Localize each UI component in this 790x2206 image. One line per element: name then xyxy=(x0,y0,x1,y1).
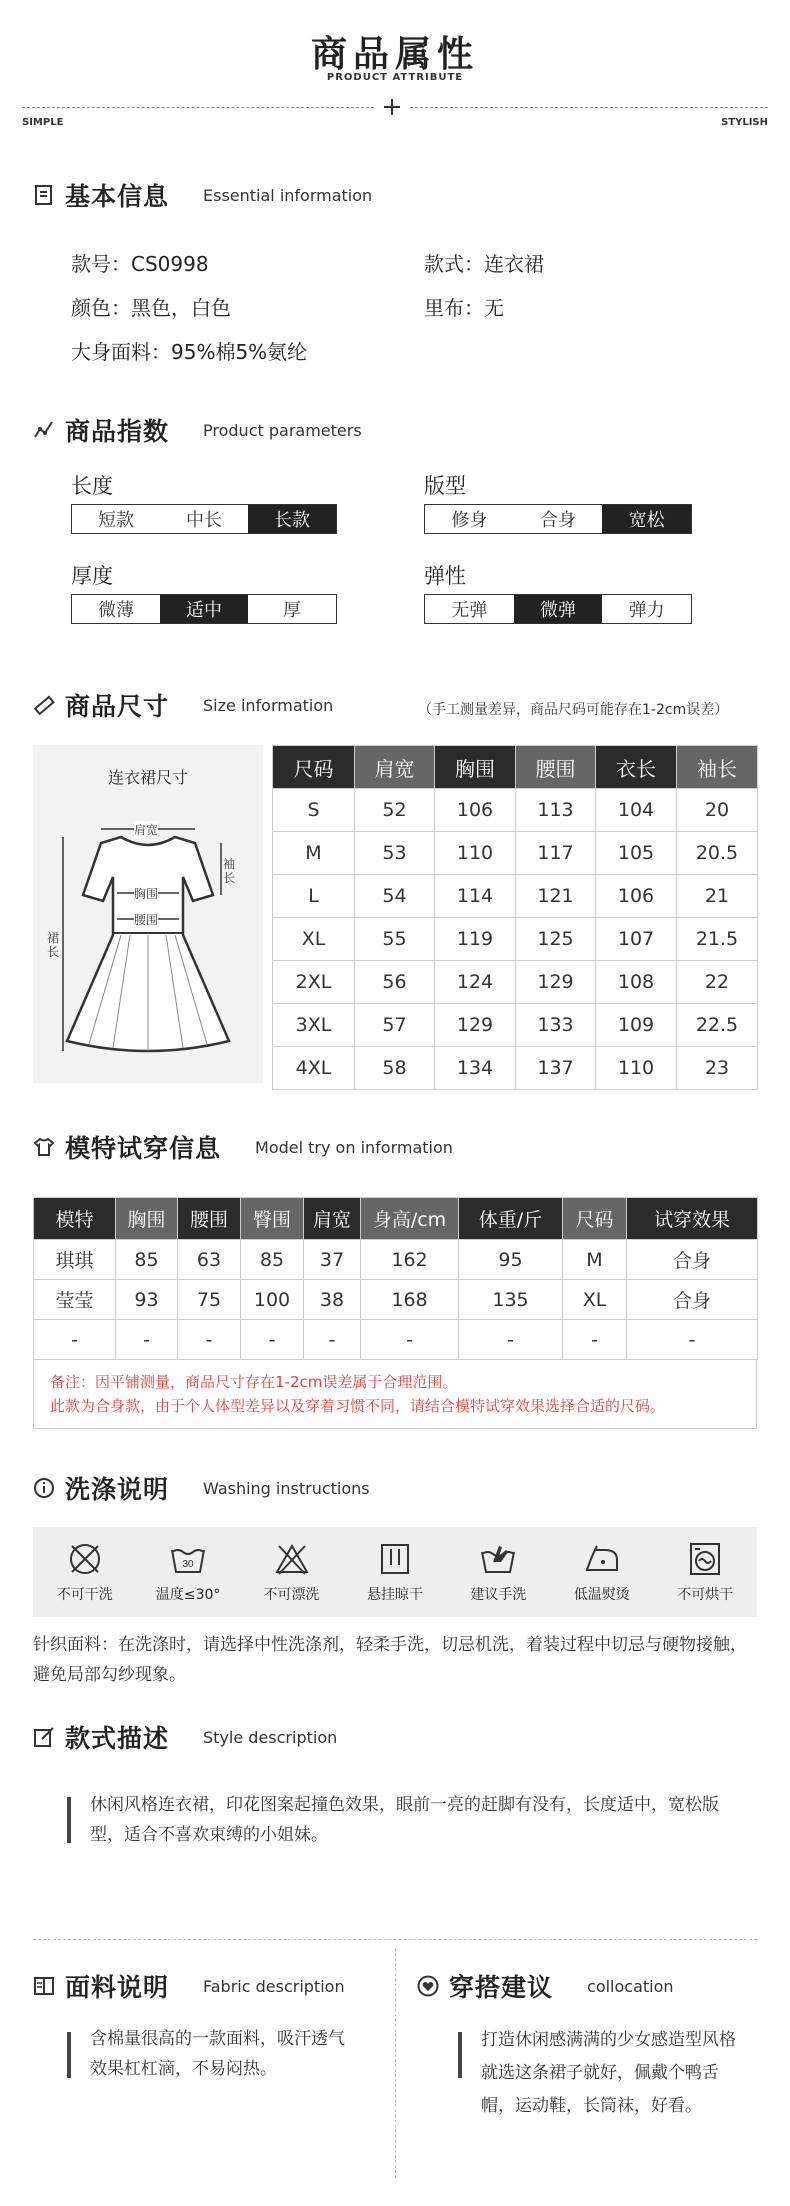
scale-fit xyxy=(424,504,692,534)
table-cell: 137 xyxy=(516,1047,596,1090)
table-cell: 85 xyxy=(241,1240,304,1280)
table-row xyxy=(34,1320,758,1360)
section-title: 模特试穿信息 xyxy=(65,1134,222,1163)
table-cell: 52 xyxy=(355,789,435,832)
table-cell: 129 xyxy=(516,961,596,1004)
section-subtitle: collocation xyxy=(587,1976,674,1996)
table-cell: 125 xyxy=(516,918,596,961)
label-sleeve: 袖长 xyxy=(223,857,236,885)
table-cell: 93 xyxy=(116,1280,178,1320)
table-cell: 55 xyxy=(355,918,435,961)
book-icon xyxy=(33,1975,55,1997)
table-cell: L xyxy=(273,875,355,918)
no-bleach-icon xyxy=(273,1540,311,1578)
table-cell: 106 xyxy=(596,875,677,918)
table-cell: 合身 xyxy=(627,1280,758,1320)
table-cell: 113 xyxy=(516,789,596,832)
table-cell: 75 xyxy=(178,1280,241,1320)
wash-label: 温度≤30° xyxy=(155,1587,221,1603)
table-cell: 20.5 xyxy=(677,832,758,875)
table-row xyxy=(273,875,758,918)
section-subtitle: Fabric description xyxy=(203,1976,345,1996)
table-cell: 110 xyxy=(596,1047,677,1090)
table-cell: 107 xyxy=(596,918,677,961)
table-row xyxy=(273,832,758,875)
table-cell: M xyxy=(563,1240,627,1280)
dress-diagram xyxy=(33,745,263,1083)
size-note: （手工测量差异，商品尺码可能存在1-2cm误差） xyxy=(418,702,729,718)
wash-item xyxy=(143,1540,233,1604)
scale-option-selected: 宽松 xyxy=(602,505,691,533)
header-left-tag: SIMPLE xyxy=(22,117,64,128)
wash-label: 不可漂洗 xyxy=(263,1587,320,1603)
col-header: 体重/斤 xyxy=(459,1198,563,1240)
scale-option: 修身 xyxy=(451,510,488,531)
style-number: 款号：CS0998 xyxy=(71,252,209,276)
quote-bar xyxy=(67,1797,71,1843)
section-title: 商品尺寸 xyxy=(65,692,170,721)
header-divider-right xyxy=(410,107,768,108)
col-header: 肩宽 xyxy=(355,746,435,789)
table-cell: 22 xyxy=(677,961,758,1004)
column-divider xyxy=(395,1948,396,2178)
page-title: 商品属性 xyxy=(310,34,479,75)
table-cell: 124 xyxy=(435,961,516,1004)
table-cell: 129 xyxy=(435,1004,516,1047)
table-cell: - xyxy=(116,1320,178,1360)
table-row xyxy=(273,1004,758,1047)
table-cell: 63 xyxy=(178,1240,241,1280)
table-cell: - xyxy=(304,1320,361,1360)
wash-item xyxy=(557,1540,647,1604)
section-title: 商品指数 xyxy=(65,417,170,446)
wash-30-icon xyxy=(169,1540,207,1578)
collocation-text: 打造休闲感满满的少女感造型风格就选这条裙子就好，佩戴个鸭舌帽，运动鞋，长筒袜，好看。 xyxy=(481,2030,736,2116)
col-header: 腰围 xyxy=(178,1198,241,1240)
size-remark xyxy=(33,1360,757,1429)
table-cell: 106 xyxy=(435,789,516,832)
col-header: 尺码 xyxy=(273,746,355,789)
table-row xyxy=(273,789,758,832)
section-subtitle: Washing instructions xyxy=(203,1478,370,1498)
scale-option-selected: 长款 xyxy=(248,505,336,533)
table-cell: - xyxy=(361,1320,459,1360)
wash-label: 建议手洗 xyxy=(470,1587,527,1603)
wash-item xyxy=(660,1540,750,1604)
low-iron-icon xyxy=(583,1540,621,1578)
table-cell: M xyxy=(273,832,355,875)
table-row xyxy=(34,1240,758,1280)
table-cell: 100 xyxy=(241,1280,304,1320)
wash-label: 不可干洗 xyxy=(56,1587,113,1603)
table-row xyxy=(273,1047,758,1090)
table-cell: 168 xyxy=(361,1280,459,1320)
scale-thickness xyxy=(71,594,337,624)
table-cell: 22.5 xyxy=(677,1004,758,1047)
table-cell: 85 xyxy=(116,1240,178,1280)
wash-item xyxy=(350,1540,440,1604)
table-cell: 37 xyxy=(304,1240,361,1280)
table-cell: 21 xyxy=(677,875,758,918)
col-header: 试穿效果 xyxy=(627,1198,758,1240)
table-cell: 109 xyxy=(596,1004,677,1047)
section-basic-info xyxy=(33,178,372,212)
table-cell: 2XL xyxy=(273,961,355,1004)
table-cell: 4XL xyxy=(273,1047,355,1090)
scale-length xyxy=(71,504,337,534)
table-cell: - xyxy=(34,1320,116,1360)
diagram-title: 连衣裙尺寸 xyxy=(107,768,188,787)
trend-line-icon xyxy=(33,419,55,441)
hand-wash-icon xyxy=(479,1540,517,1578)
no-tumble-dry-icon xyxy=(686,1540,724,1578)
heart-icon xyxy=(417,1975,439,1997)
section-title: 基本信息 xyxy=(65,182,170,211)
table-cell: 3XL xyxy=(273,1004,355,1047)
cross-ornament-icon xyxy=(383,98,401,116)
table-cell: 莹莹 xyxy=(34,1280,116,1320)
label-waist: 腰围 xyxy=(134,913,159,927)
table-cell: - xyxy=(178,1320,241,1360)
page-subtitle: PRODUCT ATTRIBUTE xyxy=(326,72,464,83)
param-label-fit: 版型 xyxy=(424,474,466,498)
info-icon xyxy=(33,1477,55,1499)
wash-label: 悬挂晾干 xyxy=(366,1587,423,1603)
scale-option: 微薄 xyxy=(98,600,134,621)
param-label-thickness: 厚度 xyxy=(71,564,113,588)
size-table xyxy=(272,745,758,1090)
col-header: 腰围 xyxy=(516,746,596,789)
section-style xyxy=(33,1720,337,1754)
model-table-header xyxy=(34,1198,758,1240)
fabric-text: 含棉量很高的一款面料，吸汗透气效果杠杠滴，不易闷热。 xyxy=(90,2029,345,2079)
section-size xyxy=(33,688,333,722)
section-parameters xyxy=(33,413,362,447)
scale-option: 短款 xyxy=(98,510,134,531)
table-cell: XL xyxy=(563,1280,627,1320)
scale-elasticity xyxy=(424,594,692,624)
col-header: 胸围 xyxy=(435,746,516,789)
washing-icons xyxy=(33,1527,757,1617)
label-chest: 胸围 xyxy=(134,887,159,901)
scale-option-selected: 微弹 xyxy=(514,595,603,623)
color: 颜色：黑色，白色 xyxy=(71,296,231,320)
table-cell: 162 xyxy=(361,1240,459,1280)
wash-label: 不可烘干 xyxy=(677,1587,734,1603)
table-cell: 104 xyxy=(596,789,677,832)
table-cell: 57 xyxy=(355,1004,435,1047)
fabric-composition: 大身面料：95%棉5%氨纶 xyxy=(71,340,308,364)
section-collocation xyxy=(417,1969,674,2003)
section-model xyxy=(33,1130,453,1164)
table-cell: 21.5 xyxy=(677,918,758,961)
table-cell: 54 xyxy=(355,875,435,918)
table-cell: 117 xyxy=(516,832,596,875)
section-title: 款式描述 xyxy=(65,1724,170,1753)
divider xyxy=(33,1939,757,1940)
category: 款式：连衣裙 xyxy=(424,252,544,276)
wash-30-mark: 30 xyxy=(182,1559,194,1570)
document-icon xyxy=(33,184,55,206)
param-label-elasticity: 弹性 xyxy=(424,564,466,588)
table-cell: 110 xyxy=(435,832,516,875)
col-header: 胸围 xyxy=(116,1198,178,1240)
table-cell: 20 xyxy=(677,789,758,832)
col-header: 臀围 xyxy=(241,1198,304,1240)
table-cell: 121 xyxy=(516,875,596,918)
quote-bar xyxy=(458,2032,462,2078)
table-cell: - xyxy=(563,1320,627,1360)
scale-option: 无弹 xyxy=(451,600,488,621)
col-header: 身高/cm xyxy=(361,1198,459,1240)
table-cell: 135 xyxy=(459,1280,563,1320)
table-cell: - xyxy=(459,1320,563,1360)
section-subtitle: Size information xyxy=(203,695,334,715)
table-cell: 134 xyxy=(435,1047,516,1090)
section-subtitle: Style description xyxy=(203,1727,338,1747)
table-cell: 53 xyxy=(355,832,435,875)
label-length: 裙长 xyxy=(47,931,60,959)
col-header: 尺码 xyxy=(563,1198,627,1240)
section-fabric xyxy=(33,1969,345,2003)
table-cell: - xyxy=(241,1320,304,1360)
table-cell: 56 xyxy=(355,961,435,1004)
table-cell: 琪琪 xyxy=(34,1240,116,1280)
table-row xyxy=(273,961,758,1004)
table-cell: 38 xyxy=(304,1280,361,1320)
section-subtitle: Product parameters xyxy=(203,420,362,440)
section-title: 面料说明 xyxy=(65,1973,170,2002)
table-cell: 95 xyxy=(459,1240,563,1280)
table-cell: 108 xyxy=(596,961,677,1004)
style-text: 休闲风格连衣裙，印花图案起撞色效果，眼前一亮的赶脚有没有，长度适中，宽松版型，适合不喜欢束缚的小姐妹。 xyxy=(90,1795,719,1845)
table-row xyxy=(273,918,758,961)
tshirt-icon xyxy=(33,1136,55,1158)
table-cell: 119 xyxy=(435,918,516,961)
edit-icon xyxy=(33,1726,55,1748)
table-cell: 58 xyxy=(355,1047,435,1090)
table-cell: XL xyxy=(273,918,355,961)
scale-option: 合身 xyxy=(540,510,576,531)
scale-option: 厚 xyxy=(283,600,301,621)
remark-line-2: 此款为合身款，由于个人体型差异以及穿着习惯不同，请结合模特试穿效果选择合适的尺码。 xyxy=(50,1397,666,1415)
quote-bar xyxy=(67,2032,71,2078)
scale-option: 弹力 xyxy=(628,600,665,621)
section-subtitle: Essential information xyxy=(203,185,373,205)
label-shoulder: 肩宽 xyxy=(134,823,159,837)
section-title: 穿搭建议 xyxy=(449,1973,554,2002)
model-table xyxy=(33,1197,758,1360)
section-washing xyxy=(33,1471,370,1505)
col-header: 肩宽 xyxy=(304,1198,361,1240)
table-cell: S xyxy=(273,789,355,832)
wash-item xyxy=(40,1540,130,1604)
col-header: 衣长 xyxy=(596,746,677,789)
col-header: 袖长 xyxy=(677,746,758,789)
hang-dry-icon xyxy=(376,1540,414,1578)
scale-option-selected: 适中 xyxy=(160,595,248,623)
scale-option: 中长 xyxy=(186,510,222,531)
remark-line-1: 备注：因平铺测量，商品尺寸存在1-2cm误差属于合理范围。 xyxy=(50,1373,458,1391)
table-cell: 23 xyxy=(677,1047,758,1090)
wash-item xyxy=(453,1540,543,1604)
ruler-icon xyxy=(33,694,55,716)
size-table-header xyxy=(273,746,758,789)
lining: 里布：无 xyxy=(424,296,504,320)
table-row xyxy=(34,1280,758,1320)
table-cell: 114 xyxy=(435,875,516,918)
wash-item xyxy=(247,1540,337,1604)
table-cell: - xyxy=(627,1320,758,1360)
wash-label: 低温熨烫 xyxy=(573,1587,630,1603)
header-right-tag: STYLISH xyxy=(721,117,768,128)
washing-text: 针织面料：在洗涤时，请选择中性洗涤剂，轻柔手洗，切忌机洗，着装过程中切忌与硬物接触，避免局部勾纱现象。 xyxy=(33,1635,747,1685)
col-header: 模特 xyxy=(34,1198,116,1240)
section-subtitle: Model try on information xyxy=(255,1137,453,1157)
table-cell: 133 xyxy=(516,1004,596,1047)
param-label-length: 长度 xyxy=(71,474,113,498)
table-cell: 合身 xyxy=(627,1240,758,1280)
section-title: 洗涤说明 xyxy=(65,1475,170,1504)
header-divider-left xyxy=(22,107,374,108)
table-cell: 105 xyxy=(596,832,677,875)
no-dryclean-icon xyxy=(66,1540,104,1578)
